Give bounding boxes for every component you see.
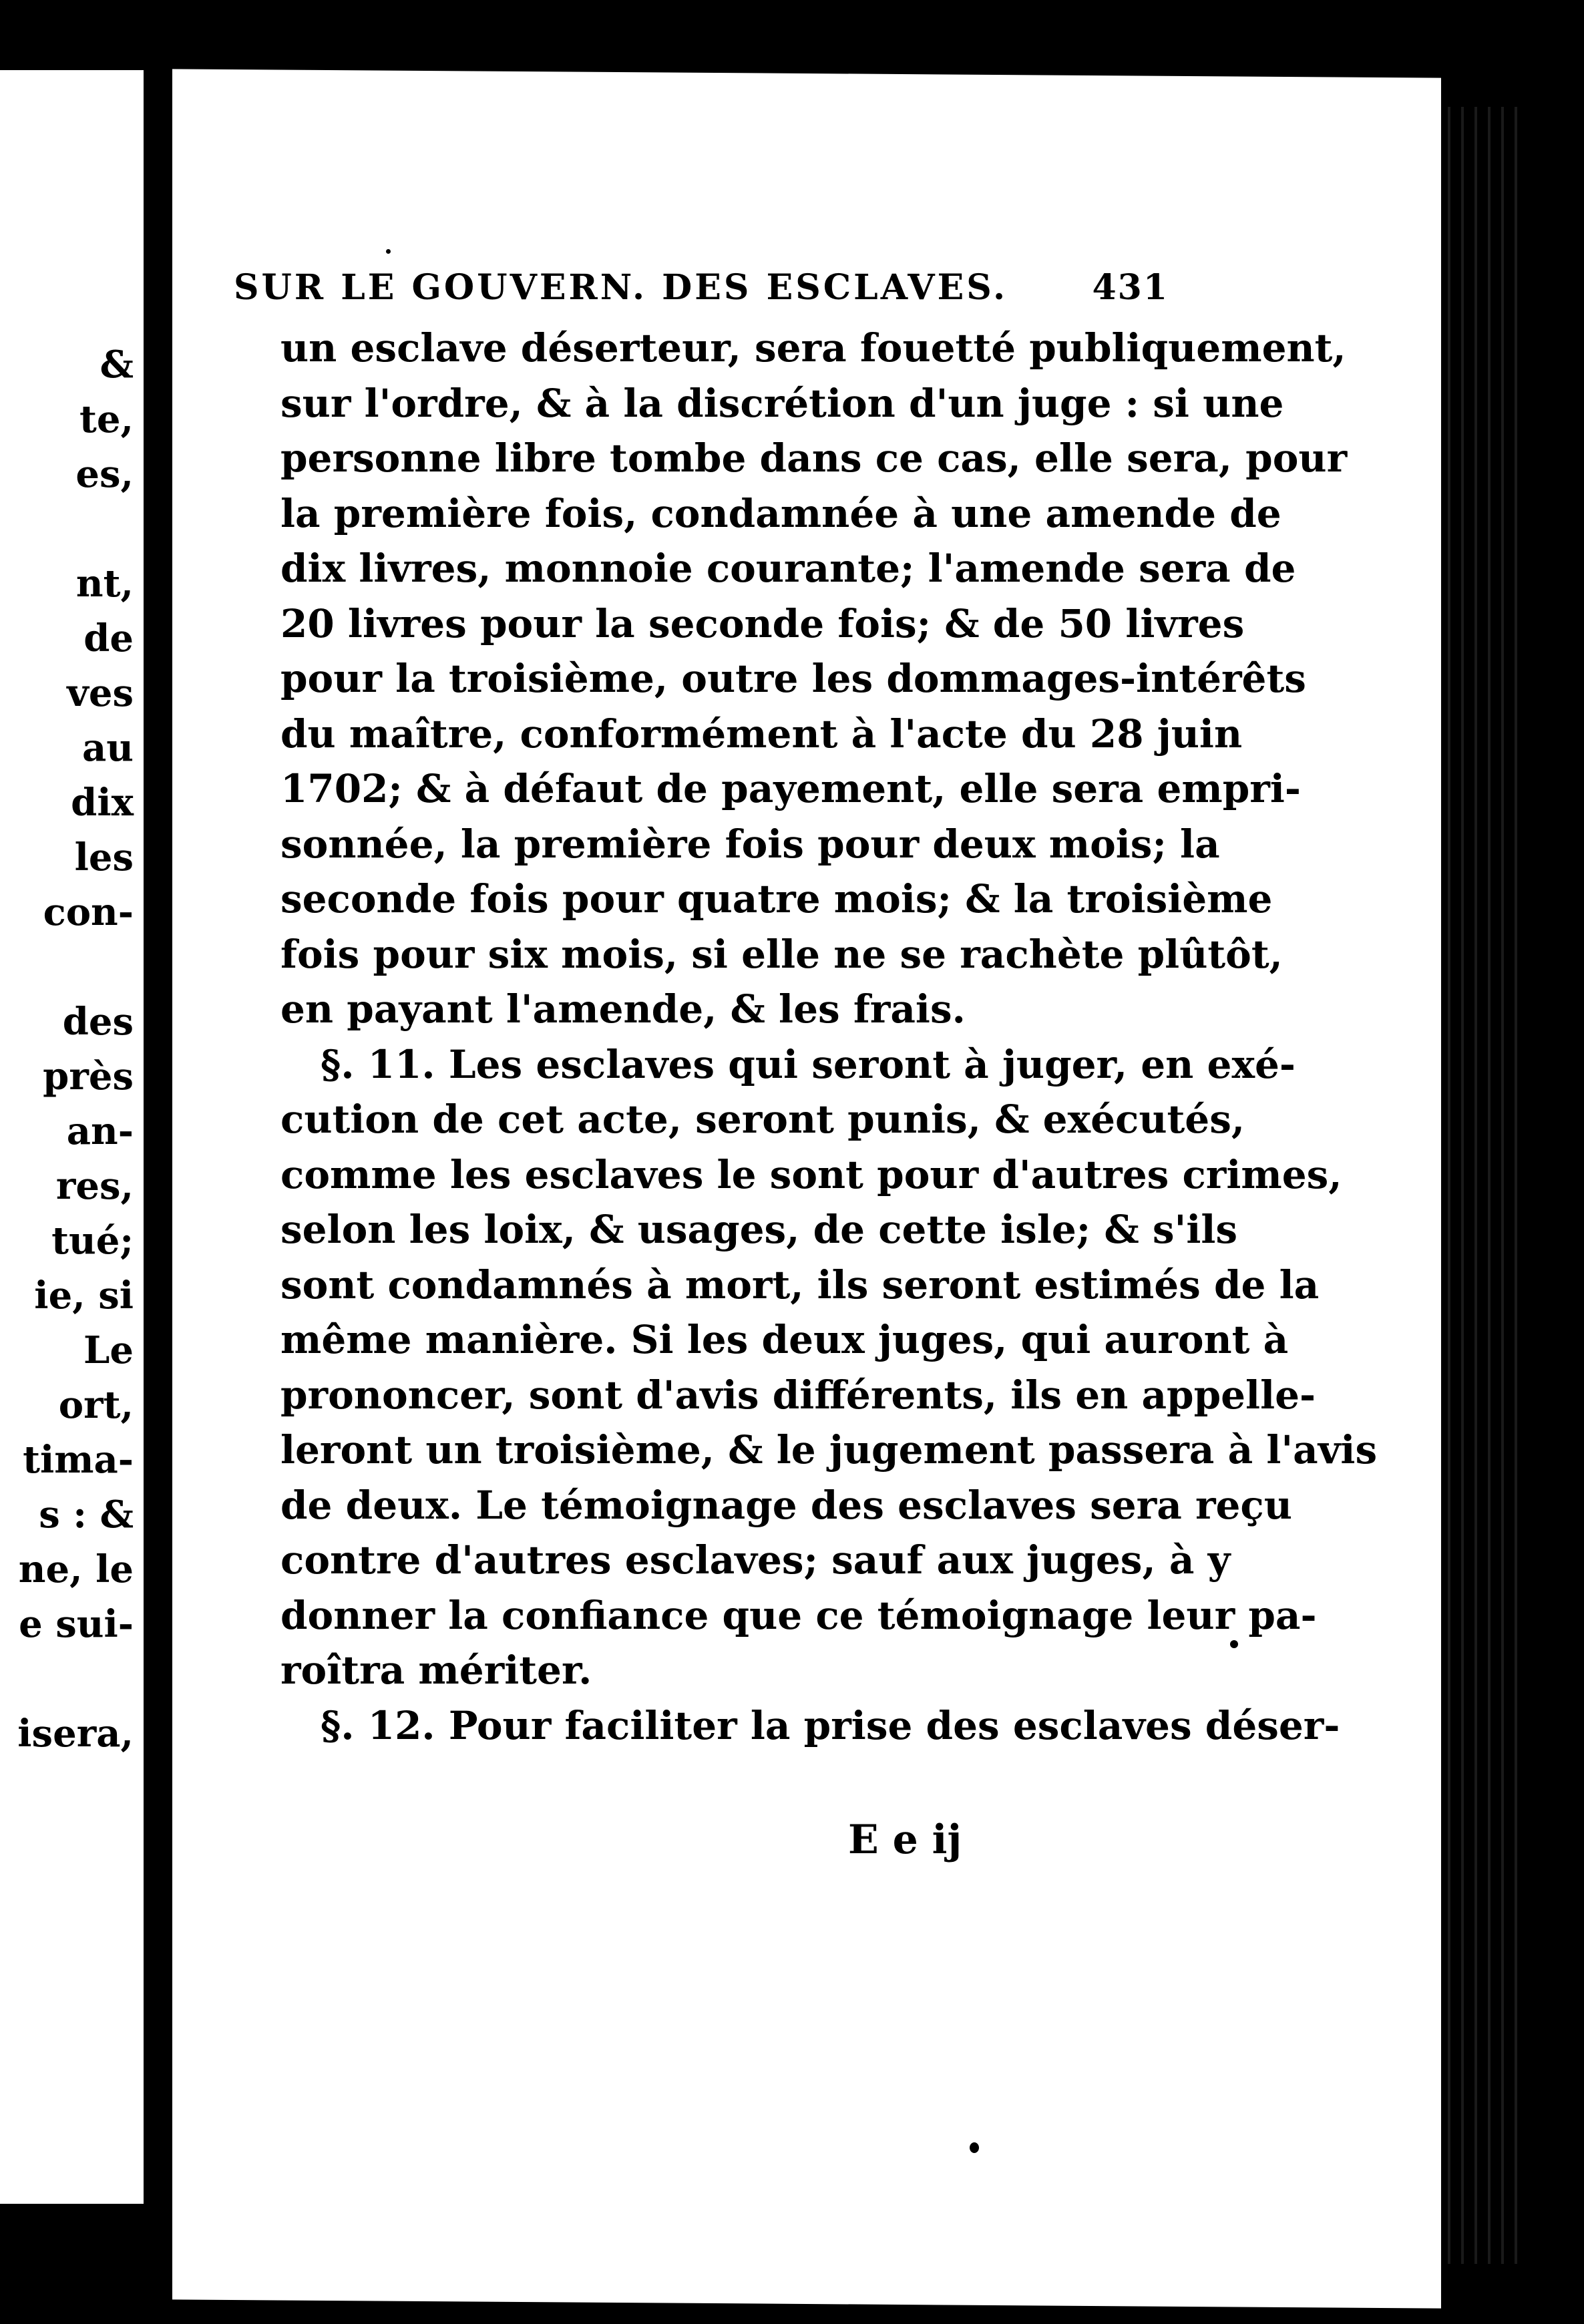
left-line: près bbox=[43, 1054, 134, 1099]
left-line: tué; bbox=[51, 1219, 134, 1263]
text-line: sonnée, la première fois pour deux mois; la bbox=[280, 821, 1220, 867]
text-line: donner la confiance que ce témoignage leur pa- bbox=[280, 1592, 1317, 1638]
left-line bbox=[0, 1652, 134, 1706]
text-line: fois pour six mois, si elle ne se rachète plûtôt, bbox=[280, 931, 1283, 977]
section-heading-line: §. 11. Les esclaves qui seront à juger, en exé- bbox=[321, 1041, 1296, 1087]
section-heading-line: §. 12. Pour faciliter la prise des esclaves déser- bbox=[321, 1702, 1340, 1748]
running-head bbox=[234, 267, 1169, 308]
text-line: sur l'ordre, & à la discrétion d'un juge : si une bbox=[280, 380, 1284, 426]
text-line: sont condamnés à mort, ils seront estimés de la bbox=[280, 1262, 1320, 1308]
left-line: tima- bbox=[23, 1438, 134, 1482]
left-line: res, bbox=[55, 1164, 134, 1208]
left-line bbox=[0, 940, 134, 994]
left-line: s : & bbox=[39, 1493, 134, 1537]
text-line: seconde fois pour quatre mois; & la troisième bbox=[280, 876, 1273, 922]
text-line: même manière. Si les deux juges, qui auront à bbox=[280, 1317, 1289, 1362]
left-line: ie, si bbox=[34, 1274, 134, 1318]
left-line: isera, bbox=[17, 1712, 134, 1756]
left-line: ort, bbox=[58, 1383, 134, 1427]
left-line: de bbox=[83, 616, 134, 660]
text-line: du maître, conformément à l'acte du 28 juin bbox=[280, 711, 1243, 757]
left-line: dix bbox=[71, 781, 134, 825]
running-head-title: SUR LE GOUVERN. DES ESCLAVES. bbox=[234, 267, 1008, 308]
left-line: ne, le bbox=[18, 1547, 134, 1591]
text-line: en payant l'amende, & les frais. bbox=[280, 986, 966, 1032]
book-edge bbox=[1442, 107, 1523, 2264]
text-line: la première fois, condamnée à une amende de bbox=[280, 490, 1281, 536]
left-line: nt, bbox=[75, 562, 134, 606]
left-line: an- bbox=[66, 1109, 134, 1153]
ink-speck bbox=[386, 249, 391, 254]
body-text bbox=[280, 321, 1378, 1753]
left-line: au bbox=[82, 726, 134, 770]
text-line: pour la troisième, outre les dommages-intérêts bbox=[280, 656, 1306, 701]
text-line: de deux. Le témoignage des esclaves sera reçu bbox=[280, 1482, 1292, 1528]
text-line: comme les esclaves le sont pour d'autres crimes, bbox=[280, 1151, 1342, 1197]
text-line: dix livres, monnoie courante; l'amende sera de bbox=[280, 546, 1296, 591]
page-number: 431 bbox=[1092, 267, 1169, 308]
text-line: cution de cet acte, seront punis, & exécutés, bbox=[280, 1097, 1245, 1142]
left-line: con- bbox=[43, 890, 134, 934]
text-line: 1702; & à défaut de payement, elle sera empri- bbox=[280, 766, 1301, 811]
text-line: un esclave déserteur, sera fouetté publiquement, bbox=[280, 325, 1346, 371]
left-line: ves bbox=[67, 671, 134, 715]
left-line: es, bbox=[75, 452, 134, 496]
left-line bbox=[0, 502, 134, 556]
text-line: 20 livres pour la seconde fois; & de 50 livres bbox=[280, 600, 1245, 646]
text-line: personne libre tombe dans ce cas, elle sera, pour bbox=[280, 435, 1348, 481]
ink-speck bbox=[970, 2142, 979, 2153]
left-page-fragment bbox=[0, 70, 144, 2204]
left-line: e sui- bbox=[19, 1602, 134, 1646]
left-line: te, bbox=[79, 397, 134, 441]
text-line: selon les loix, & usages, de cette isle; & s'ils bbox=[280, 1207, 1238, 1252]
text-line: prononcer, sont d'avis différents, ils en appelle- bbox=[280, 1372, 1316, 1418]
left-line: les bbox=[74, 835, 134, 880]
left-line: des bbox=[62, 1000, 134, 1044]
signature-mark: E e ij bbox=[848, 1816, 962, 1863]
ink-speck bbox=[1230, 1640, 1238, 1648]
left-page-text bbox=[0, 337, 134, 1761]
text-line: contre d'autres esclaves; sauf aux juges, à y bbox=[280, 1537, 1231, 1583]
text-line: leront un troisième, & le jugement passera à l'avis bbox=[280, 1427, 1378, 1473]
left-line: Le bbox=[83, 1328, 134, 1372]
text-line: roîtra mériter. bbox=[280, 1648, 592, 1693]
left-line: & bbox=[100, 343, 134, 387]
